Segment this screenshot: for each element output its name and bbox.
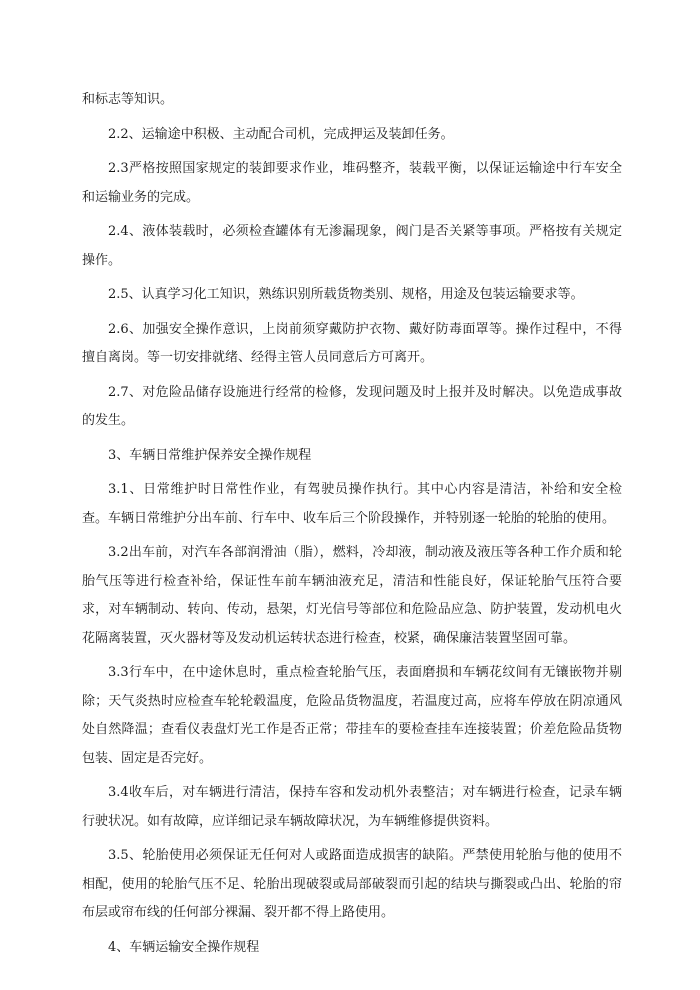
paragraph-2-7: 2.7、对危险品储存设施进行经常的检修，发现问题及时上报并及时解决。以免造成事故的发生。 [82, 384, 622, 428]
paragraph-3-3: 3.3行车中，在中途休息时，重点检查轮胎气压，表面磨损和车辆花纹间有无镶嵌物并剔除；天气炎热时应检查车轮轮毂温度，危险品货物温度，若温度过高，应将车停放在阴凉通风处自然降温；查看仪表盘灯光工作是否正常；带挂车的要检查挂车连接装置；价差危险品货物包装、固定是否完好。 [82, 665, 622, 766]
paragraph-3-1: 3.1、日常维护时日常性作业，有驾驶员操作执行。其中心内容是清洁，补给和安全检查。车辆日常维护分出车前、行车中、收车后三个阶段操作，并特别逐一轮胎的轮胎的使用。 [82, 482, 622, 526]
paragraph-2-3: 2.3严格按照国家规定的装卸要求作业，堆码整齐，装载平衡，以保证运输途中行车安全和运输业务的完成。 [82, 161, 622, 205]
paragraph-2-2: 2.2、运输途中积极、主动配合司机，完成押运及装卸任务。 [108, 126, 454, 142]
paragraph-3-5: 3.5、轮胎使用必须保证无任何对人或路面造成损害的缺陷。严禁使用轮胎与他的使用不相配，使用的轮胎气压不足、轮胎出现破裂或局部破裂而引起的结块与撕裂或凸出、轮胎的帘布层或帘布线的任何部分裸漏、裂开都不得上路使用。 [82, 848, 622, 920]
paragraph-3-4: 3.4收车后，对车辆进行清洁，保持车容和发动机外表整洁；对车辆进行检查，记录车辆行驶状况。如有故障，应详细记录车辆故障状况，为车辆维修提供资料。 [82, 785, 622, 829]
document-page [82, 86, 622, 962]
section-heading-4: 4、车辆运输安全操作规程 [108, 939, 260, 955]
paragraph-2-5: 2.5、认真学习化工知识，熟练识别所载货物类别、规格，用途及包装运输要求等。 [108, 287, 584, 302]
paragraph-continuation: 和标志等知识。 [82, 92, 174, 107]
section-heading-3: 3、车辆日常维护保养安全操作规程 [108, 447, 312, 463]
paragraph-3-2: 3.2出车前，对汽车各部润滑油（脂），燃料，冷却液，制动液及液压等各种工作介质和轮胎气压等进行检查补给，保证性车前车辆油液充足，清洁和性能良好，保证轮胎气压符合要求，对车辆制动、转向、传动，悬架，灯光信号等部位和危险品应急、防护装置，发动机电火花隔离装置，灭火器材等及发动机运转状态进行检查，校紧，确保廉洁装置坚固可靠。 [82, 545, 622, 646]
paragraph-2-6: 2.6、加强安全操作意识，上岗前须穿戴防护衣物、戴好防毒面罩等。操作过程中，不得擅自离岗。等一切安排就绪、经得主管人员同意后方可离开。 [82, 321, 622, 365]
paragraph-2-4: 2.4、液体装载时，必须检查罐体有无渗漏现象，阀门是否关紧等事项。严格按有关规定操作。 [82, 224, 622, 268]
